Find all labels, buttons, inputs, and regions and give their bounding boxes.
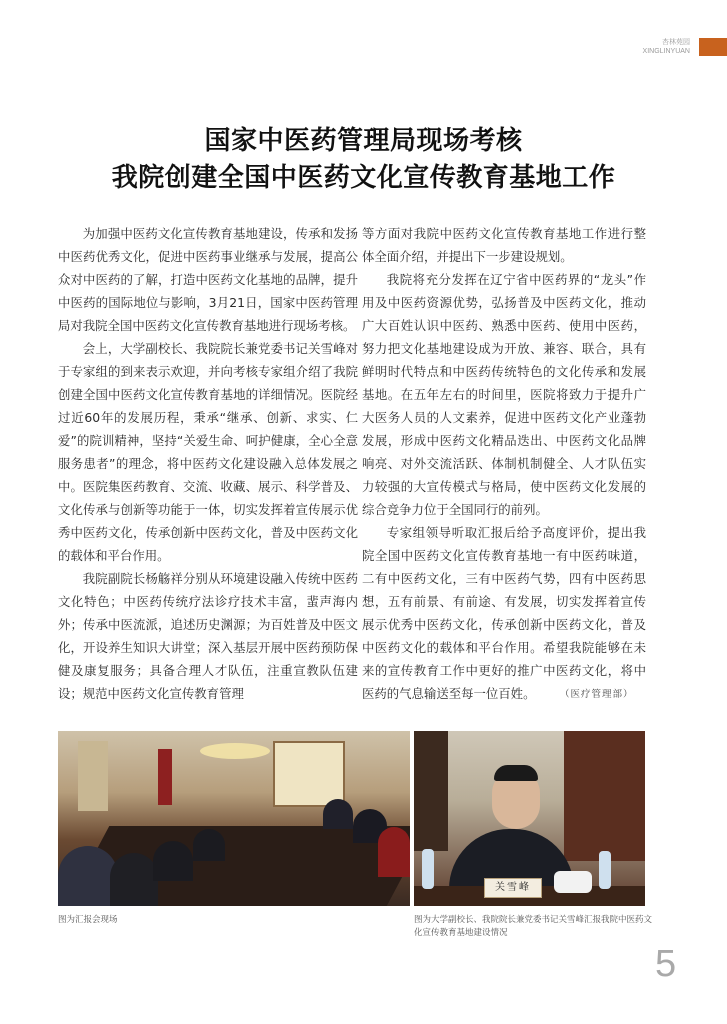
paragraph: 专家组领导听取汇报后给予高度评价，提出我院全国中医药文化宣传教育基地一有中医药味道，二有中医药文化，三有中医药气势，四有中医药思想，五有前景、有前途、有发展，切实发挥着宣传展示优秀中医药文化，传承创新中医药文化，普及中医药文化的载体和平台作用。希望我院能够在未来的宣传教育工作中更好的推广中医药文化，将中医药的气息输送至每一位百姓。 [362,525,646,701]
headline-line-1: 国家中医药管理局现场考核 [204,126,523,156]
paragraph: 我院副院长杨觞祥分别从环境建设融入传统中医药文化特色；中医药传统疗法诊疗技术丰富，蜚声海内外；传承中医流派，追述历史渊源；为百姓普及中医文化，开设养生知识大讲堂；深入基层开展中医药预防保健及康复服务；具备合理人才队伍，注重宣教队伍建设；规范中医药文化宣传教育管理 [58,571,358,701]
header-accent-bar [699,38,727,56]
section-label-cn: 杏林苑园 [662,39,690,46]
article-column-right [362,222,646,705]
paragraph: 为加强中医药文化宣传教育基地建设，传承和发扬中医药优秀文化，促进中医药事业继承与发展，提高公众对中医药的了解，打造中医药文化基地的品牌，提升中医药的国际地位与影响，3月21日，国家中医药管理局对我院全国中医药文化宣传教育基地进行现场考核。 [58,226,358,333]
photo-caption-left: 图为汇报会现场 [58,915,118,925]
page-number: 5 [655,943,677,985]
paragraph: 会上，大学副校长、我院院长兼党委书记关雪峰对于专家组的到来表示欢迎，并向考核专家组介绍了我院创建全国中医药文化宣传教育基地的详细情况。医院经过近60年的发展历程，秉承“继承、创新、求实、仁爱”的院训精神，坚持“关爱生命、呵护健康，全心全意服务患者”的理念，将中医药文化建设融入总体发展之中。医院集医药教育、交流、收藏、展示、科学普及、文化传承与创新等功能于一体，切实发挥着宣传展示优秀中医药文化，传承创新中医药文化，普及中医药文化的载体和平台作用。 [58,341,358,563]
photo-caption-right: 图为大学副校长、我院院长兼党委书记关雪峰汇报我院中医药文化宣传教育基地建设情况 [414,915,653,938]
article-signature: （医疗管理部） [560,689,634,700]
meeting-room-photo [58,731,410,906]
section-label [643,38,690,56]
paragraph: 我院将充分发挥在辽宁省中医药界的“龙头”作用及中医药资源优势，弘扬普及中医药文化，推动广大百姓认识中医药、熟悉中医药、使用中医药，努力把文化基地建设成为开放、兼容、联合，具有鲜明时代特点和中医药传统特色的文化传承和发展基地。在五年左右的时间里，医院将致力于提升广大医务人员的人文素养，促进中医药文化产业蓬勃发展，形成中医药文化精品迭出、中医药文化品牌响亮、对外交流活跃、体制机制健全、人才队伍实力较强的大宣传模式与格局，使中医药文化发展的综合竞争力位于全国同行的前列。 [362,272,646,517]
section-label-pinyin: XINGLINYUAN [642,48,690,55]
article-column-left [58,222,358,705]
speaker-photo [414,731,645,906]
headline-line-2: 我院创建全国中医药文化宣传教育基地工作 [111,163,616,193]
paragraph-continued: 等方面对我院中医药文化宣传教育基地工作进行整体全面介绍，并提出下一步建设规划。 [362,226,646,264]
nameplate: 关雪峰 [484,878,542,898]
